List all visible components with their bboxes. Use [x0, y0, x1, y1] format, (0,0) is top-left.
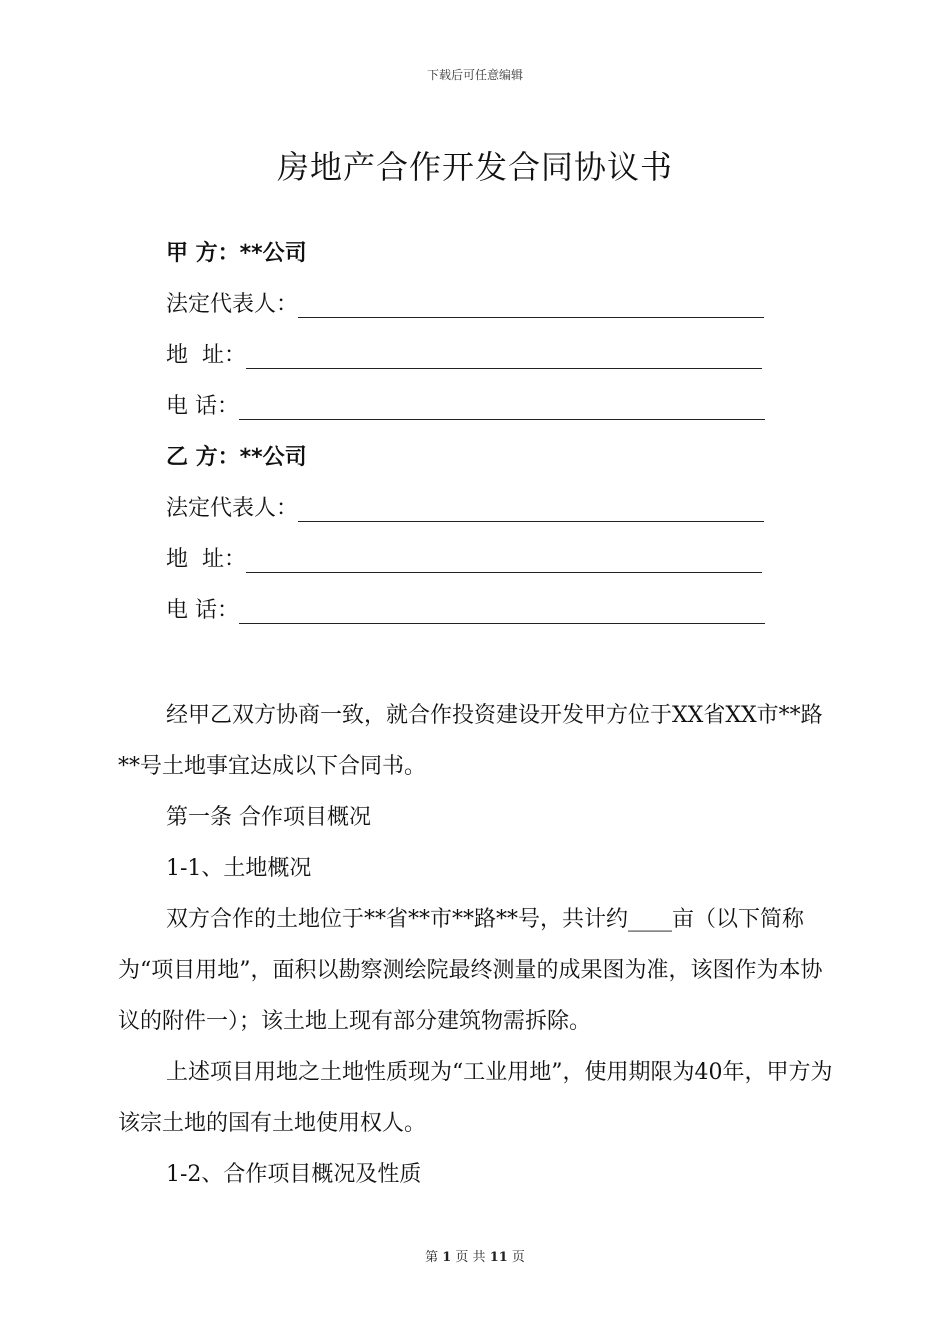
party-b-rep-blank[interactable]	[298, 493, 764, 522]
party-a-block	[166, 238, 786, 442]
party-a-address-blank[interactable]	[246, 340, 762, 369]
section-1-1-heading: 1-1、土地概况	[166, 856, 312, 881]
header-note: 下载后可任意编辑	[426, 68, 523, 82]
page-middle: 页 共	[455, 1250, 486, 1265]
party-a-rep-label: 法定代表人：	[166, 292, 299, 317]
party-b-phone-label: 电 话：	[166, 598, 239, 623]
section-1-2-heading: 1-2、合作项目概况及性质	[166, 1162, 422, 1187]
party-b-phone-blank[interactable]	[239, 595, 765, 624]
party-b-address-blank[interactable]	[246, 544, 762, 573]
body-paragraph-intro: 经甲乙双方协商一致，就合作投资建设开发甲方位于XX省XX市**路**号土地事宜达成以下合同书。	[118, 703, 823, 779]
body-paragraph-land: 双方合作的土地位于**省**市**路**号，共计约____亩（以下简称为“项目用地”，面积以勘察测绘院最终测量的成果图为准，该图作为本协议的附件一）；该土地上现有部分建筑物需拆除。	[118, 907, 823, 1034]
document-title: 房地产合作开发合同协议书	[276, 148, 673, 186]
page-suffix: 页	[511, 1250, 525, 1265]
party-b-phone-row	[166, 595, 786, 646]
party-b-block	[166, 442, 786, 646]
party-a-rep-row	[166, 289, 786, 340]
party-a-rep-blank[interactable]	[298, 289, 764, 318]
party-b-rep-label: 法定代表人：	[166, 496, 299, 521]
page-current: 1	[442, 1250, 452, 1265]
party-a-phone-blank[interactable]	[239, 391, 765, 420]
page-total: 11	[489, 1250, 508, 1265]
body-paragraph-land-nature: 上述项目用地之土地性质现为“工业用地”，使用期限为40年，甲方为该宗土地的国有土地使用权人。	[118, 1060, 833, 1136]
page-footer	[0, 1246, 950, 1265]
party-b-rep-row	[166, 493, 786, 544]
party-b-address-row	[166, 544, 786, 595]
party-a-heading: 甲 方：**公司	[166, 241, 307, 266]
party-b-heading: 乙 方：**公司	[166, 445, 307, 470]
party-a-address-row	[166, 340, 786, 391]
article-1-heading: 第一条 合作项目概况	[166, 805, 371, 830]
party-a-phone-row	[166, 391, 786, 442]
party-b-address-label: 地 址：	[166, 547, 246, 572]
page-prefix: 第	[425, 1250, 439, 1265]
party-a-address-label: 地 址：	[166, 343, 246, 368]
party-a-phone-label: 电 话：	[166, 394, 239, 419]
contract-body	[118, 690, 838, 1200]
